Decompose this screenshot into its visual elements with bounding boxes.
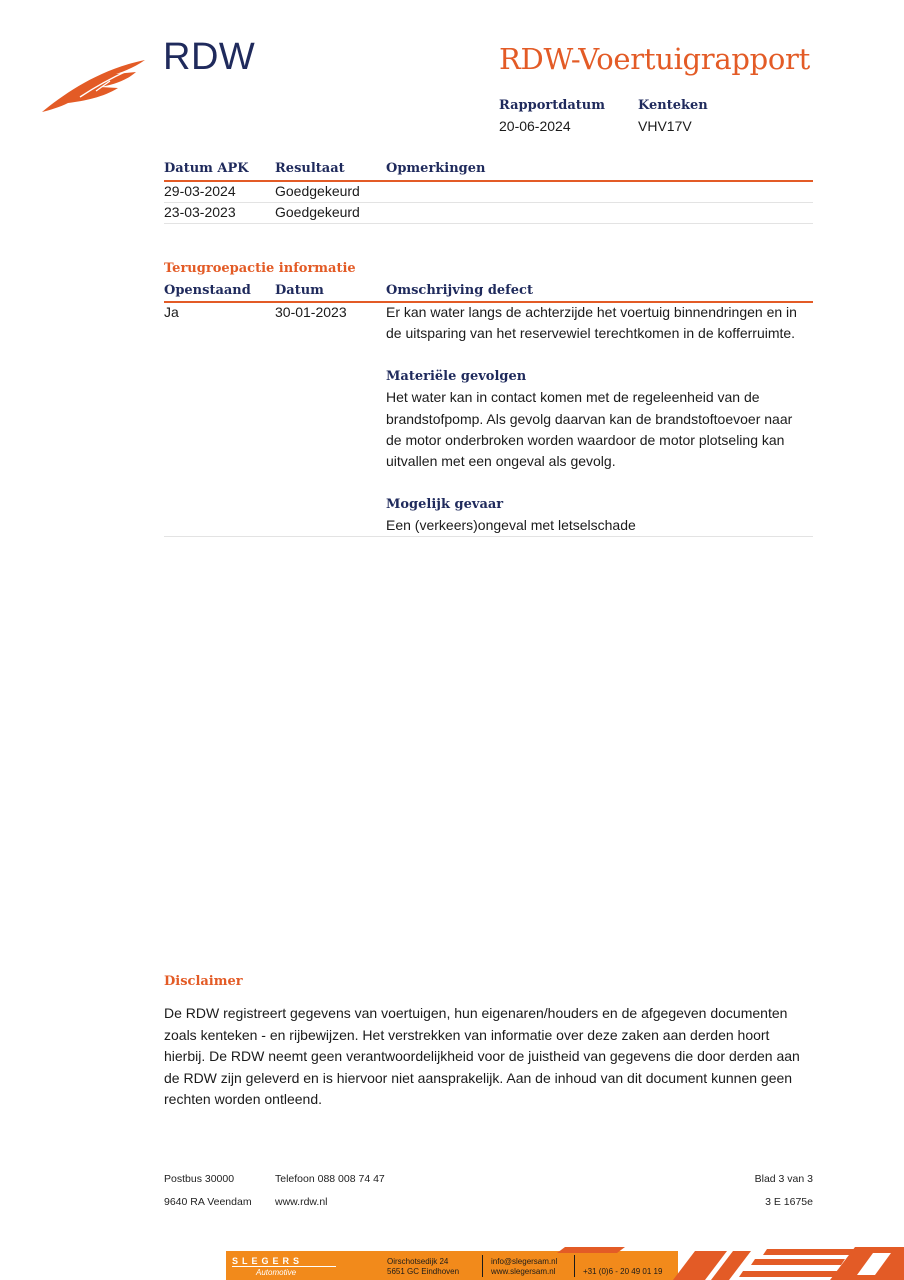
rapportdatum-label: Rapportdatum (499, 98, 605, 113)
gevaar-text: Een (verkeers)ongeval met letselschade (386, 517, 636, 534)
apk-header-resultaat: Resultaat (275, 161, 345, 176)
defect-description: Er kan water langs de achterzijde het voertuig binnendringen en in de uitsparing van het reservewiel terechtkomen in de kofferruimte. (386, 304, 797, 342)
disclaimer-title: Disclaimer (164, 974, 243, 989)
banner-brand-rule (232, 1266, 336, 1267)
banner-web[interactable]: www.slegersam.nl (491, 1267, 556, 1276)
kenteken-value: VHV17V (638, 118, 692, 134)
row-divider (164, 536, 813, 537)
gevolgen-text: Het water kan in contact komen met de regeleenheid van de brandstofpomp. Als gevolg daarvan kan de brandstoftoevoer naar de motor onderbroken worden waardoor de motor plotseling kan uitvallen met een ongeval als gevolg. (386, 389, 793, 470)
report-title: RDW-Voertuigrapport (499, 42, 810, 76)
recall-header-omschrijving: Omschrijving defect (386, 283, 533, 298)
banner-address-line1: Oirschotsedijk 24 (387, 1257, 449, 1266)
kenteken-label: Kenteken (638, 98, 708, 113)
banner-email[interactable]: info@slegersam.nl (491, 1257, 558, 1266)
recall-openstaand-cell: Ja (164, 304, 179, 320)
apk-resultaat-cell: Goedgekeurd (275, 183, 360, 199)
rapportdatum-value: 20-06-2024 (499, 118, 571, 134)
disclaimer-text: De RDW registreert gegevens van voertuigen, hun eigenaren/houders en de afgegeven documenten zoals kenteken - en rijbewijzen. Het verstrekken van informatie over deze zaken aan derden hoort hierbij. De RDW neemt geen verantwoordelijkheid voor de juistheid van gegevens die door derden aan de RDW zijn geleverd en is hiervoor niet aansprakelijk. Aan de inhoud van dit document kunnen geen rechten worden ontleend. (164, 1005, 800, 1108)
footer-page-number: Blad 3 van 3 (754, 1173, 813, 1185)
recall-datum-cell: 30-01-2023 (275, 304, 347, 320)
apk-resultaat-cell: Goedgekeurd (275, 204, 360, 220)
recall-section-title: Terugroepactie informatie (164, 261, 356, 276)
apk-datum-cell: 23-03-2023 (164, 204, 236, 220)
banner-brand: SLEGERS (232, 1256, 304, 1266)
banner-address-line2: 5651 GC Eindhoven (387, 1267, 460, 1276)
apk-datum-cell: 29-03-2024 (164, 183, 236, 199)
banner-stripes-icon (555, 1245, 904, 1280)
footer-telefoon: Telefoon 088 008 74 47 (275, 1173, 385, 1185)
recall-omschrijving-cell (386, 302, 811, 537)
row-divider (164, 202, 813, 203)
apk-header-datum: Datum APK (164, 161, 249, 176)
apk-header-rule (164, 180, 813, 182)
banner-sub: Automotive (256, 1268, 297, 1277)
row-divider (164, 223, 813, 224)
banner-phone: +31 (0)6 - 20 49 01 19 (583, 1267, 663, 1276)
footer-code: 3 E 1675e (765, 1196, 813, 1208)
footer-plaats: 9640 RA Veendam (164, 1196, 252, 1208)
recall-header-datum: Datum (275, 283, 324, 298)
recall-header-openstaand: Openstaand (164, 283, 251, 298)
footer-website[interactable]: www.rdw.nl (275, 1196, 328, 1208)
brand-name: RDW (163, 36, 256, 78)
footer-postbus: Postbus 30000 (164, 1173, 235, 1185)
gevaar-title: Mogelijk gevaar (386, 496, 504, 512)
gevolgen-title: Materiële gevolgen (386, 368, 527, 384)
rdw-feather-logo-icon (40, 55, 150, 115)
apk-header-opmerkingen: Opmerkingen (386, 161, 486, 176)
banner-divider (482, 1255, 483, 1277)
